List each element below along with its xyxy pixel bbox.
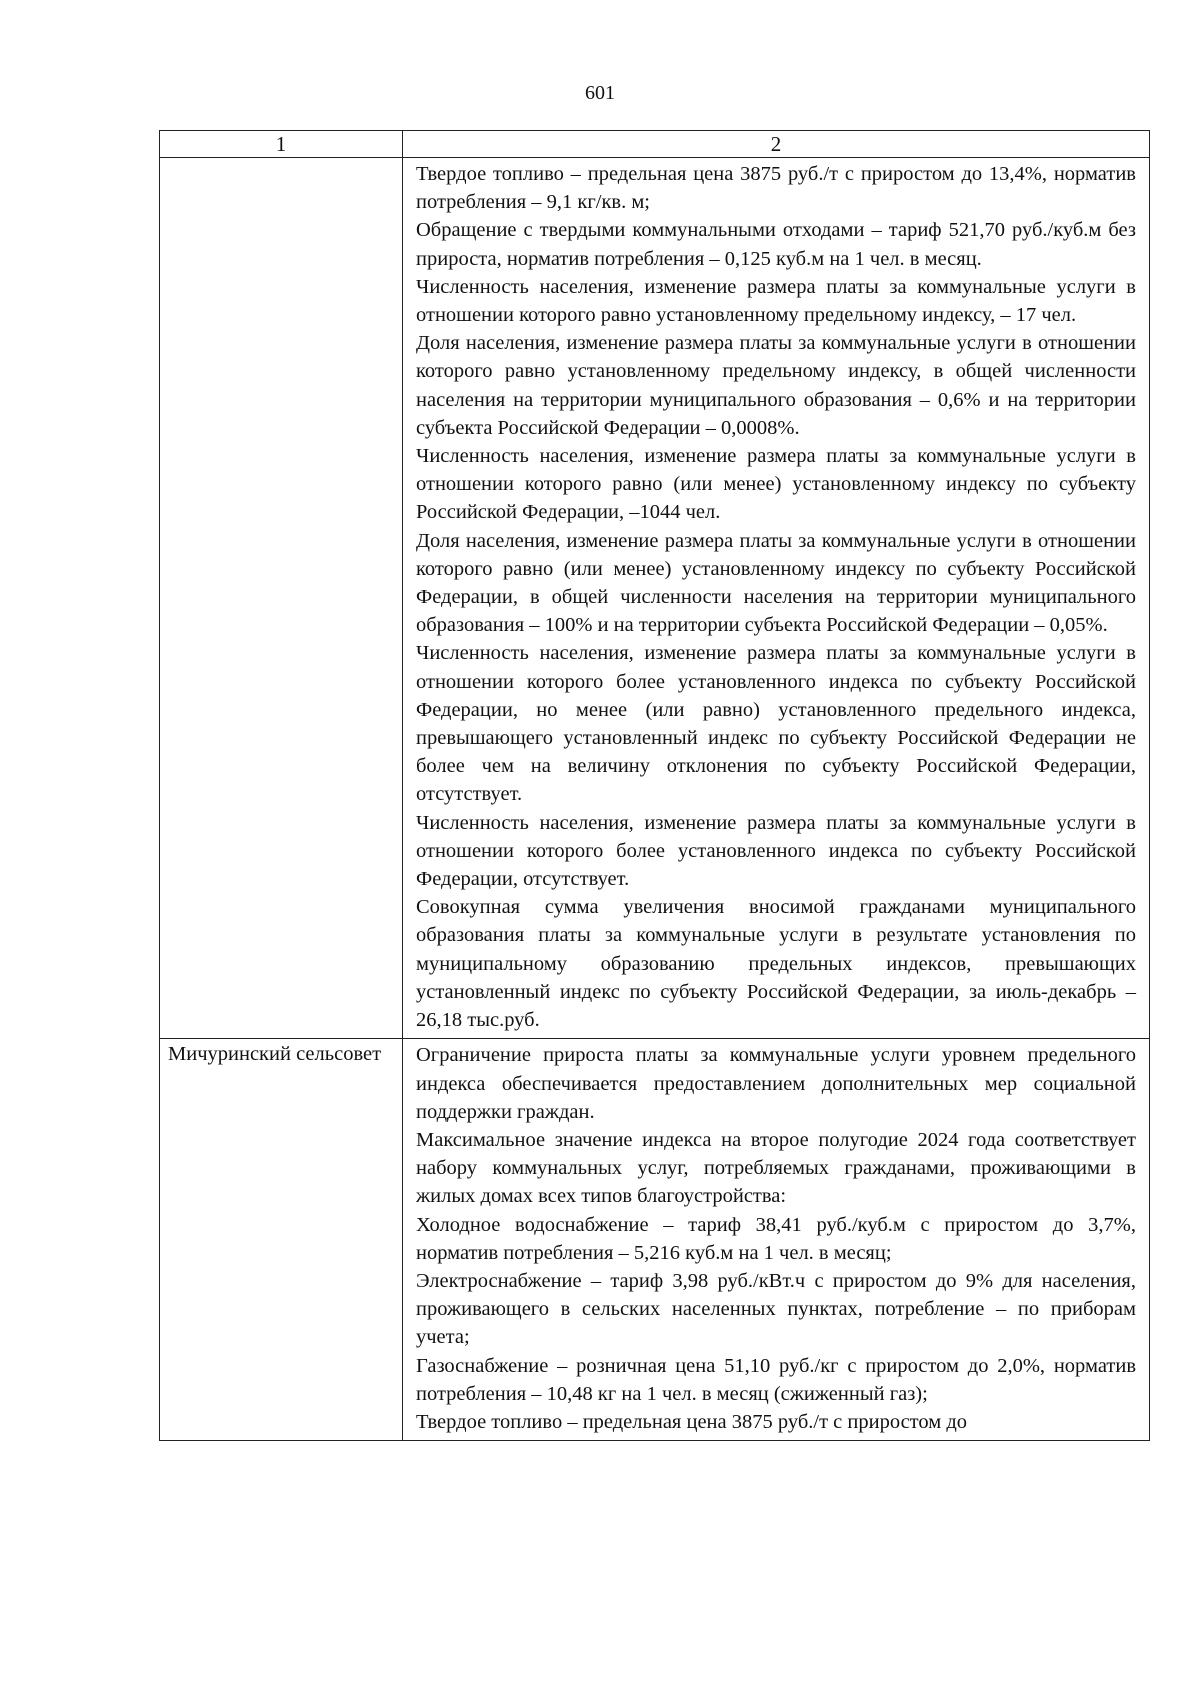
paragraph: Твердое топливо – предельная цена 3875 руб./т с приростом до xyxy=(416,1410,968,1433)
paragraph: Газоснабжение – розничная цена 51,10 руб./кг с приростом до 2,0%, норматив потребления – 10,48 кг на 1 чел. в месяц (сжиженный газ); xyxy=(416,1354,1136,1405)
description-cell xyxy=(403,158,1150,1039)
municipality-name-cell xyxy=(160,158,403,1039)
paragraph: Максимальное значение индекса на второе полугодие 2024 года соответствует набору коммунальных услуг, потребляемых гражданами, проживающими в жилых домах всех типов благоустройства: xyxy=(416,1128,1136,1208)
paragraph: Доля населения, изменение размера платы за коммунальные услуги в отношении которого равно установленному предельному индексу, в общей численности населения на территории муниципального образования – 0,6% и на территории субъекта Российской Федерации – 0,0008%. xyxy=(416,332,1136,439)
page-number: 601 xyxy=(585,82,615,104)
paragraph: Численность населения, изменение размера платы за коммунальные услуги в отношении которого более установленного индекса по субъекту Российской Федерации, но менее (или равно) установленного предельного индекса, превышающего установленный индекс по субъекту Российской Федерации не более чем на величину отклонения по субъекту Российской Федерации, отсутствует. xyxy=(416,642,1136,806)
description-cell xyxy=(403,1039,1150,1441)
paragraph: Обращение с твердыми коммунальными отходами – тариф 521,70 руб./куб.м без прироста, норматив потребления – 0,125 куб.м на 1 чел. в месяц. xyxy=(416,219,1136,270)
paragraph: Ограничение прироста платы за коммунальные услуги уровнем предельного индекса обеспечивается предоставлением дополнительных мер социальной поддержки граждан. xyxy=(416,1044,1136,1123)
municipality-name-cell: Мичуринский сельсовет xyxy=(160,1039,403,1441)
paragraph: Численность населения, изменение размера платы за коммунальные услуги в отношении которого равно (или менее) установленному индексу по субъекту Российской Федерации, –1044 чел. xyxy=(416,445,1136,524)
column-header-2: 2 xyxy=(403,131,1150,158)
document-table xyxy=(159,130,1150,1441)
table-row xyxy=(160,1039,1150,1441)
paragraph: Твердое топливо – предельная цена 3875 руб./т с приростом до 13,4%, норматив потребления – 9,1 кг/кв. м; xyxy=(416,163,1136,214)
paragraph: Доля населения, изменение размера платы за коммунальные услуги в отношении которого равно (или менее) установленному индексу по субъекту Российской Федерации, в общей численности населения на территории муниципального образования – 100% и на территории субъекта Российской Федерации – 0,05%. xyxy=(416,529,1136,637)
paragraph: Электроснабжение – тариф 3,98 руб./кВт.ч с приростом до 9% для населения, проживающего в сельских населенных пунктах, потребление – по приборам учета; xyxy=(416,1269,1136,1349)
paragraph: Совокупная сумма увеличения вносимой гражданами муниципального образования платы за коммунальные услуги в результате установления по муниципальному образованию предельных индексов, превышающих установленный индекс по субъекту Российской Федерации, за июль-декабрь – 26,18 тыс.руб. xyxy=(416,896,1136,1032)
paragraph: Численность населения, изменение размера платы за коммунальные услуги в отношении которого более установленного индекса по субъекту Российской Федерации, отсутствует. xyxy=(416,811,1136,891)
column-header-1: 1 xyxy=(160,131,403,158)
table-header-row xyxy=(160,131,1150,158)
paragraph: Холодное водоснабжение – тариф 38,41 руб./куб.м с приростом до 3,7%, норматив потребления – 5,216 куб.м на 1 чел. в месяц; xyxy=(416,1213,1136,1264)
paragraph: Численность населения, изменение размера платы за коммунальные услуги в отношении которого равно установленному предельному индексу, – 17 чел. xyxy=(416,275,1136,327)
table-row xyxy=(160,158,1150,1039)
